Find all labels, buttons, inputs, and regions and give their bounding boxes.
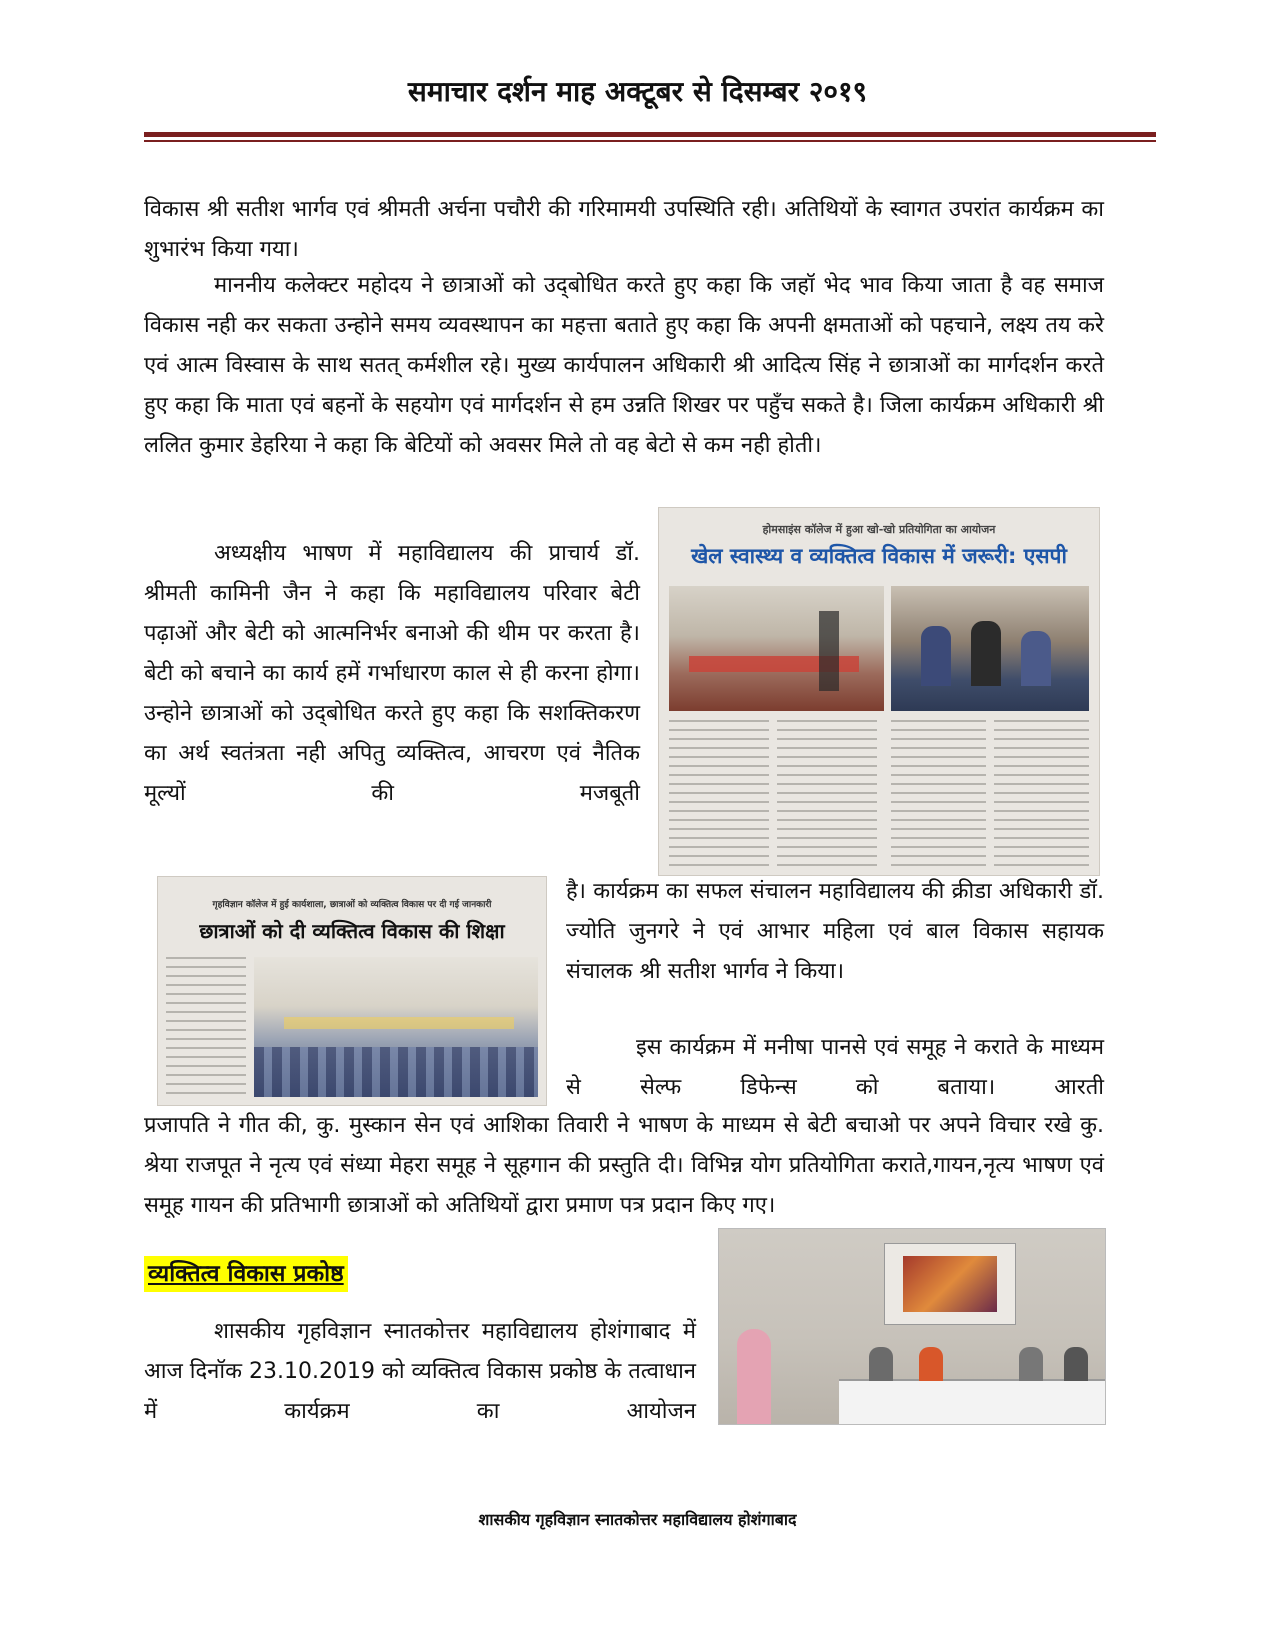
header-rule-thin — [144, 140, 1156, 142]
paragraph-intro: विकास श्री सतीश भार्गव एवं श्रीमती अर्चना पचौरी की गरिमामयी उपस्थिति रही। अतिथियों के स्वागत उपरांत कार्यक्रम का शुभारंभ किया गया। — [144, 197, 1104, 262]
paragraph-programs-b: प्रजापति ने गीत की, कु. मुस्कान सेन एवं आशिका तिवारी ने भाषण के माध्यम से बेटी बचाओ पर अपने विचार रखे कु. श्रेया राजपूत ने नृत्य एवं संध्या मेहरा समूह ने सूहगान की प्रस्तुति दी। विभिन्न योग प्रतियोगिता कराते,गायन,नृत्य भाषण एवं समूह गायन की प्रतिभागी छात्राओं को अतिथियों द्वारा प्रमाण पत्र प्रदान किए गए। — [144, 1113, 1104, 1218]
paragraph-conduct: है। कार्यक्रम का सफल संचालन महाविद्यालय की क्रीडा अधिकारी डॉ. ज्योति जुनगरे ने एवं आभार महिला एवं बाल विकास सहायक संचालक श्री सतीश भार्गव ने किया। — [566, 879, 1104, 984]
newspaper-clipping-vyaktitva — [157, 876, 547, 1106]
paragraph-collector-speech: माननीय कलेक्टर महोदय ने छात्राओं को उद्‌बोधित करते हुए कहा कि जहॉ भेद भाव किया जाता है वह समाज विकास नही कर सकता उन्होने समय व्यवस्थापन का महत्ता बताते हुए कहा कि अपनी क्षमताओं को पहचाने, लक्ष्य तय करे एवं आत्म विस्वास के साथ सतत् कर्मशील रहे। मुख्य कार्यपालन अधिकारी श्री आदित्य सिंह ने छात्राओं का मार्गदर्शन करते हुए कहा कि माता एवं बहनों के सहयोग एवं मार्गदर्शन से हम उन्नति शिखर पर पहुँच सकते है। जिला कार्यक्रम अधिकारी श्री ललित कुमार डेहरिया ने कहा कि बेटियों को अवसर मिले तो वह बेटो से कम नही होती। — [144, 273, 1104, 458]
clipping-photo-right — [891, 586, 1089, 711]
clipping-photo-left — [669, 586, 884, 711]
clipping-text-col4 — [994, 720, 1089, 868]
clipping-text-col1 — [669, 720, 769, 868]
paragraph-cell-intro: शासकीय गृहविज्ञान स्नातकोत्तर महाविद्यालय होशंगाबाद में आज दिनॉक 23.10.2019 को व्यक्तित्व विकास प्रकोष्ठ के तत्वाधान में कार्यक्रम का आयोजन — [144, 1319, 696, 1424]
event-photo — [718, 1228, 1106, 1425]
projector-screen — [884, 1243, 1016, 1325]
paragraph-principal-speech: अध्यक्षीय भाषण में महाविद्यालय की प्राचार्य डॉ. श्रीमती कामिनी जैन ने कहा कि महाविद्यालय परिवार बेटी पढ़ाओं और बेटी को आत्मनिर्भर बनाओ की थीम पर करता है। बेटी को बचाने का कार्य हमें गर्भाधारण काल से ही करना होगा। उन्होने छात्राओं को उद्‌बोधित करते हुए कहा कि सशक्तिकरण का अर्थ स्वतंत्रता नही अपितु व्यक्तित्व, आचरण एवं नैतिक मूल्यों की मजबूती — [144, 541, 640, 806]
page-title: समाचार दर्शन माह अक्टूबर से दिसम्बर २०१९ — [407, 75, 868, 108]
clipping-subhead: होमसाइंस कॉलेज में हुआ खो-खो प्रतियोगिता का आयोजन — [762, 523, 996, 536]
header-rule — [144, 132, 1156, 137]
clipping-subhead: गृहविज्ञान कॉलेज में हुई कार्यशाला, छात्राओं को व्यक्तित्व विकास पर दी गई जानकारी — [212, 900, 492, 910]
dais-table — [839, 1379, 1105, 1425]
clipping-photo — [254, 957, 538, 1097]
clipping-text-col2 — [777, 720, 877, 868]
clipping-headline: खेल स्वास्थ्य व व्यक्तित्व विकास में जरूरी: एसपी — [691, 544, 1067, 568]
clipping-headline: छात्राओं को दी व्यक्तित्व विकास की शिक्षा — [199, 919, 505, 943]
clipping-text-col3 — [891, 720, 986, 868]
section-heading: व्यक्तित्व विकास प्रकोष्ठ — [144, 1256, 348, 1292]
speaker-figure — [737, 1329, 771, 1424]
paragraph-programs-a: इस कार्यक्रम में मनीषा पानसे एवं समूह ने कराते के माध्यम से सेल्फ डिफेन्स को बताया। आरती — [566, 1035, 1104, 1100]
page-footer: शासकीय गृहविज्ञान स्नातकोत्तर महाविद्यालय होशंगाबाद — [478, 1510, 797, 1529]
clipping-text-col1 — [166, 957, 246, 1097]
newspaper-clipping-khel — [658, 507, 1100, 876]
